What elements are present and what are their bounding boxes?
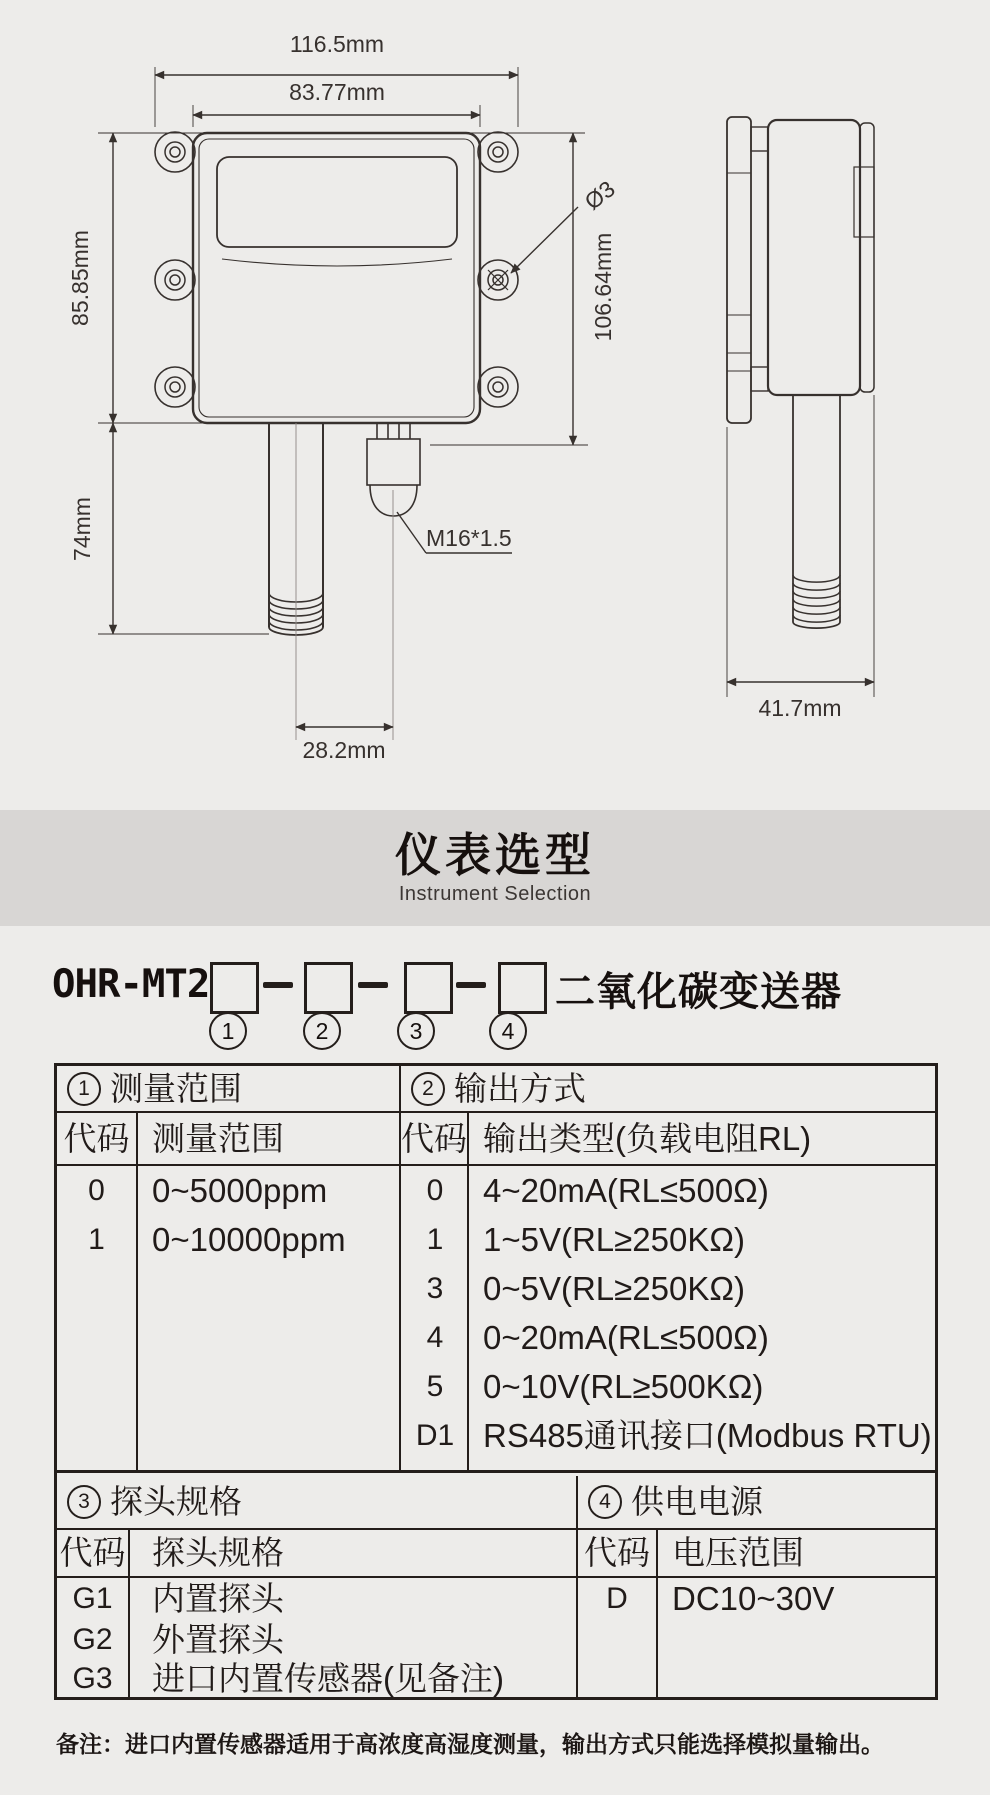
dim-hole-diameter: Ø3 [579, 175, 620, 215]
side-view-lineart [690, 75, 990, 755]
table-cell: 0~5V(RL≥250KΩ) [483, 1270, 746, 1307]
front-view-drawing [40, 15, 640, 795]
table-row [57, 1066, 935, 1113]
table-cell: 0 [88, 1174, 105, 1207]
s1-code-header: 代码 [57, 1113, 138, 1164]
table-cell: 4~20mA(RL≤500Ω) [483, 1172, 769, 1209]
table-cell: D1 [415, 1419, 455, 1452]
section4-title: 供电电源 [631, 1483, 763, 1520]
position-circle-2: 2 [303, 1012, 341, 1050]
section2-title: 输出方式 [454, 1070, 586, 1107]
section3-title-cell [57, 1476, 578, 1528]
circled-number-1: 1 [67, 1072, 101, 1106]
dim-width-body: 83.77mm [289, 79, 385, 105]
s4-value-column [658, 1578, 935, 1697]
dim-height-overall: 106.64mm [590, 232, 616, 342]
table-cell: 4 [426, 1321, 444, 1354]
table-cell: D [606, 1582, 628, 1615]
section4-pane [578, 1578, 935, 1697]
s2-code-column [403, 1166, 469, 1470]
table-cell: 内置探头 [152, 1580, 284, 1617]
s2-code-header: 代码 [401, 1113, 469, 1164]
table-cell: G1 [72, 1582, 113, 1615]
table-cell: DC10~30V [672, 1580, 835, 1617]
table-cell: G2 [72, 1623, 113, 1656]
table-cell: 0~5000ppm [152, 1172, 328, 1209]
model-box-3 [404, 962, 453, 1014]
table-cell: 0~10V(RL≥500KΩ) [483, 1368, 764, 1405]
table-row [57, 1113, 935, 1166]
position-circle-3: 3 [397, 1012, 435, 1050]
table-cell: 1~5V(RL≥250KΩ) [483, 1221, 746, 1258]
dim-depth: 41.7mm [758, 695, 842, 721]
s3-code-column [57, 1578, 130, 1697]
section-subtitle: Instrument Selection [398, 883, 592, 906]
s4-value-header: 电压范围 [672, 1534, 804, 1571]
section1-title: 测量范围 [110, 1070, 242, 1107]
table-cell: 0 [426, 1174, 444, 1207]
position-circle-4: 4 [489, 1012, 527, 1050]
model-suffix: 二氧化碳变送器 [555, 970, 842, 1014]
model-dash-3 [456, 982, 486, 988]
table-cell: 5 [426, 1370, 444, 1403]
section3-pane [57, 1578, 578, 1697]
table-cell: G3 [72, 1662, 113, 1695]
section1-title-cell [57, 1066, 401, 1111]
table-cell: 1 [88, 1223, 105, 1256]
model-dash-2 [358, 982, 388, 988]
dim-gland-thread: M16*1.5 [426, 525, 512, 551]
selection-table [54, 1063, 938, 1700]
section-title: 仪表选型 [395, 828, 595, 881]
circled-number-4: 4 [588, 1485, 622, 1519]
table-cell: 0~20mA(RL≤500Ω) [483, 1319, 769, 1356]
circled-number-3: 3 [67, 1485, 101, 1519]
model-prefix: OHR-MT2 [52, 962, 210, 1007]
s2-value-column [469, 1166, 935, 1470]
s4-code-column [578, 1578, 658, 1697]
s2-value-header: 输出类型(负载电阻RL) [483, 1120, 812, 1157]
section1-pane [57, 1166, 401, 1470]
table-cell: 0~10000ppm [152, 1221, 346, 1258]
table-cell: 1 [426, 1223, 444, 1256]
table-body-upper [57, 1166, 935, 1473]
footnote-label: 备注： [56, 1731, 125, 1757]
table-cell: RS485通讯接口(Modbus RTU) [483, 1417, 932, 1454]
table-row [57, 1476, 935, 1530]
table-body-lower [57, 1578, 935, 1697]
table-row [57, 1530, 935, 1578]
dim-width-overall: 116.5mm [289, 31, 385, 57]
section-header-band [0, 810, 990, 926]
dim-height-body: 85.85mm [67, 230, 93, 326]
s4-code-header: 代码 [578, 1530, 658, 1576]
footnote [56, 1726, 884, 1759]
table-cell: 进口内置传感器(见备注) [152, 1660, 504, 1697]
s1-code-column [57, 1166, 138, 1470]
table-cell: 3 [426, 1272, 444, 1305]
s3-value-header: 探头规格 [130, 1530, 578, 1576]
model-box-1 [210, 962, 259, 1014]
s1-value-header: 测量范围 [138, 1113, 401, 1164]
model-box-2 [304, 962, 353, 1014]
footnote-text: 进口内置传感器适用于高浓度高湿度测量，输出方式只能选择模拟量输出。 [125, 1731, 884, 1757]
circled-number-2: 2 [411, 1072, 445, 1106]
s1-value-column [138, 1166, 401, 1470]
section3-title: 探头规格 [110, 1483, 242, 1520]
model-box-4 [498, 962, 547, 1014]
dim-height-probe: 74mm [69, 497, 95, 561]
front-view-lineart [40, 15, 640, 795]
section2-title-cell [401, 1066, 935, 1111]
s3-value-column [130, 1578, 578, 1697]
section4-title-cell [578, 1476, 935, 1528]
position-circle-1: 1 [209, 1012, 247, 1050]
model-dash-1 [263, 982, 293, 988]
side-view-drawing [690, 75, 990, 755]
section2-pane [403, 1166, 935, 1470]
dim-probe-offset: 28.2mm [302, 737, 386, 763]
table-cell: 外置探头 [152, 1621, 284, 1658]
s3-code-header: 代码 [57, 1530, 130, 1576]
